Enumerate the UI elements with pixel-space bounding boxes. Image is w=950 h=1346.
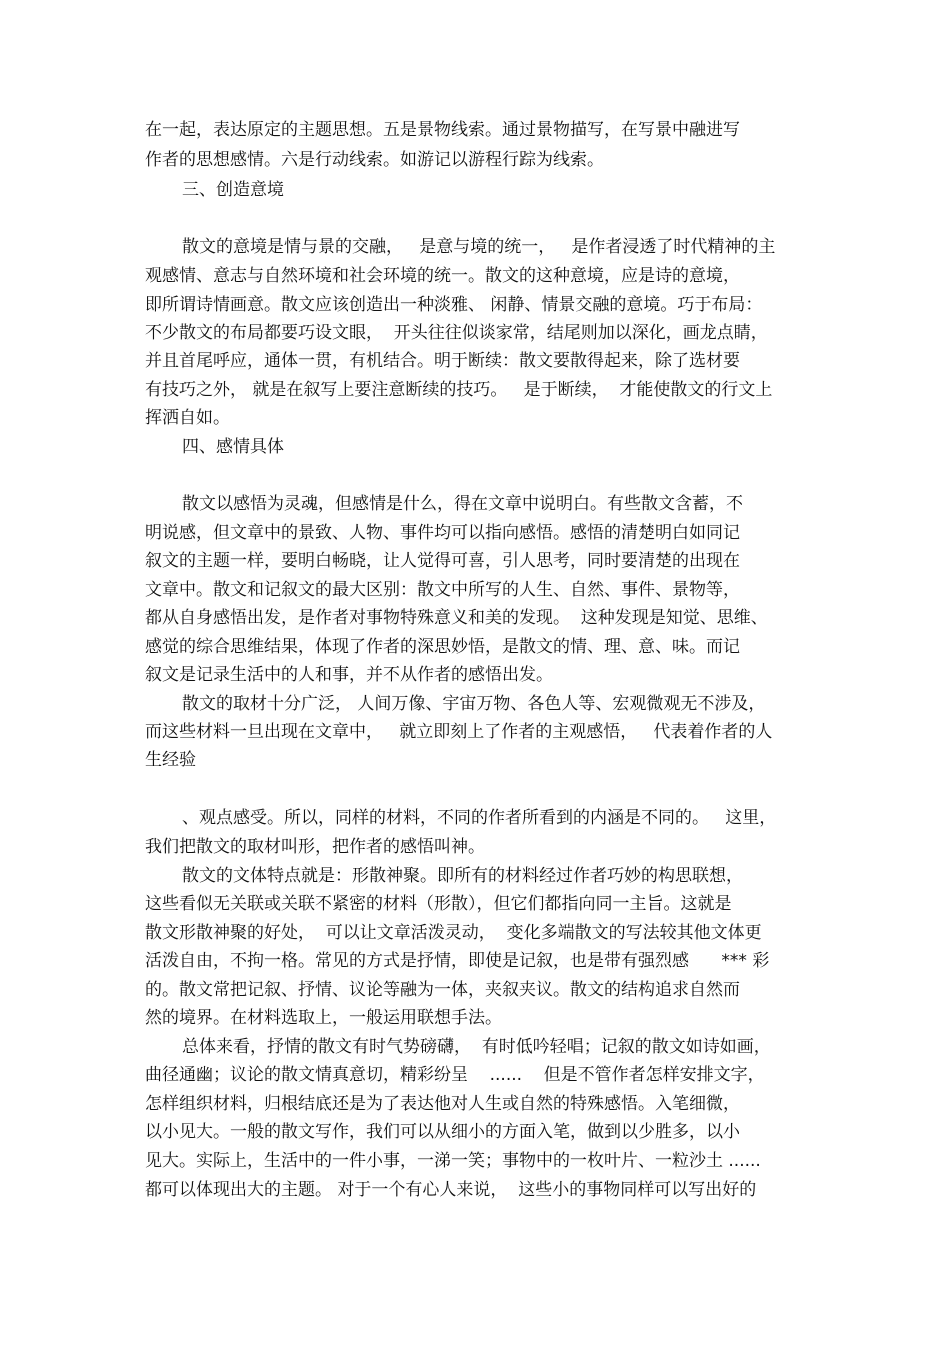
text-line: 我们把散文的取材叫形，把作者的感悟叫神。 xyxy=(145,837,485,857)
text-line: 见大。实际上，生活中的一件小事，一涕一笑；事物中的一枚叶片、一粒沙土 ...... xyxy=(145,1151,761,1171)
text-line: 然的境界。在材料选取上，一般运用联想手法。 xyxy=(145,1008,502,1028)
text-line: 即所谓诗情画意。散文应该创造出一种淡雅、 闲静、情景交融的意境。巧于布局： xyxy=(145,295,763,315)
text-line: 而这些材料一旦出现在文章中， 就立即刻上了作者的主观感悟， 代表着作者的人 xyxy=(145,722,773,742)
text-line: 都可以体现出大的主题。 对于一个有心人来说， 这些小的事物同样可以写出好的 xyxy=(145,1180,757,1200)
text-line: 怎样组织材料，归根结底还是为了表达他对人生或自然的特殊感悟。入笔细微， xyxy=(145,1094,740,1114)
text-line: 这些看似无关联或关联不紧密的材料（形散），但它们都指向同一主旨。这就是 xyxy=(145,894,732,914)
text-line: 的。散文常把记叙、抒情、议论等融为一体，夹叙夹议。散文的结构追求自然而 xyxy=(145,980,740,1000)
text-line: 叙文是记录生活中的人和事，并不从作者的感悟出发。 xyxy=(145,665,553,685)
text-line: 活泼自由，不拘一格。常见的方式是抒情，即使是记叙，也是带有强烈感 *** 彩 xyxy=(145,951,770,971)
text-line: 散文形散神聚的好处， 可以让文章活泼灵动， 变化多端散文的写法较其他文体更 xyxy=(145,923,762,943)
text-line: 总体来看，抒情的散文有时气势磅礴， 有时低吟轻唱；记叙的散文如诗如画， xyxy=(182,1037,771,1057)
text-line: 散文以感悟为灵魂，但感情是什么，得在文章中说明白。有些散文含蓄，不 xyxy=(182,494,743,514)
text-line: 叙文的主题一样，要明白畅晓，让人觉得可喜，引人思考，同时要清楚的出现在 xyxy=(145,551,740,571)
text-line: 有技巧之外， 就是在叙写上要注意断续的技巧。 是于断续， 才能使散文的行文上 xyxy=(145,380,773,400)
text-line: 在一起，表达原定的主题思想。五是景物线索。通过景物描写，在写景中融进写 xyxy=(145,120,740,140)
text-line: 挥洒自如。 xyxy=(145,408,230,428)
text-line: 、观点感受。所以，同样的材料，不同的作者所看到的内涵是不同的。 这里， xyxy=(182,808,777,828)
text-line: 观感情、意志与自然环境和社会环境的统一。散文的这种意境，应是诗的意境， xyxy=(145,266,740,286)
text-line: 作者的思想感情。六是行动线索。如游记以游程行踪为线索。 xyxy=(145,150,604,170)
text-line: 感觉的综合思维结果，体现了作者的深思妙悟，是散文的情、理、意、味。而记 xyxy=(145,637,740,657)
text-line: 生经验 xyxy=(145,750,196,770)
text-line: 文章中。散文和记叙文的最大区别：散文中所写的人生、自然、事件、景物等， xyxy=(145,580,740,600)
text-line: 散文的文体特点就是：形散神聚。即所有的材料经过作者巧妙的构思联想， xyxy=(182,866,743,886)
section-heading: 四、感情具体 xyxy=(182,437,284,457)
text-line: 曲径通幽；议论的散文情真意切，精彩纷呈 ...... 但是不管作者怎样安排文字， xyxy=(145,1065,765,1085)
text-line: 不少散文的布局都要巧设文眼， 开头往往似谈家常，结尾则加以深化，画龙点睛， xyxy=(145,323,768,343)
text-line: 以小见大。一般的散文写作，我们可以从细小的方面入笔，做到以少胜多，以小 xyxy=(145,1122,740,1142)
text-line: 散文的意境是情与景的交融， 是意与境的统一， 是作者浸透了时代精神的主 xyxy=(182,237,776,257)
text-line: 明说感，但文章中的景致、人物、事件均可以指向感悟。感悟的清楚明白如同记 xyxy=(145,523,740,543)
section-heading: 三、创造意境 xyxy=(182,180,284,200)
text-line: 散文的取材十分广泛， 人间万像、宇宙万物、各色人等、宏观微观无不涉及， xyxy=(182,694,766,714)
text-line: 都从自身感悟出发，是作者对事物特殊意义和美的发现。 这种发现是知觉、思维、 xyxy=(145,608,768,628)
text-line: 并且首尾呼应，通体一贯，有机结合。明于断续：散文要散得起来，除了选材要 xyxy=(145,351,740,371)
